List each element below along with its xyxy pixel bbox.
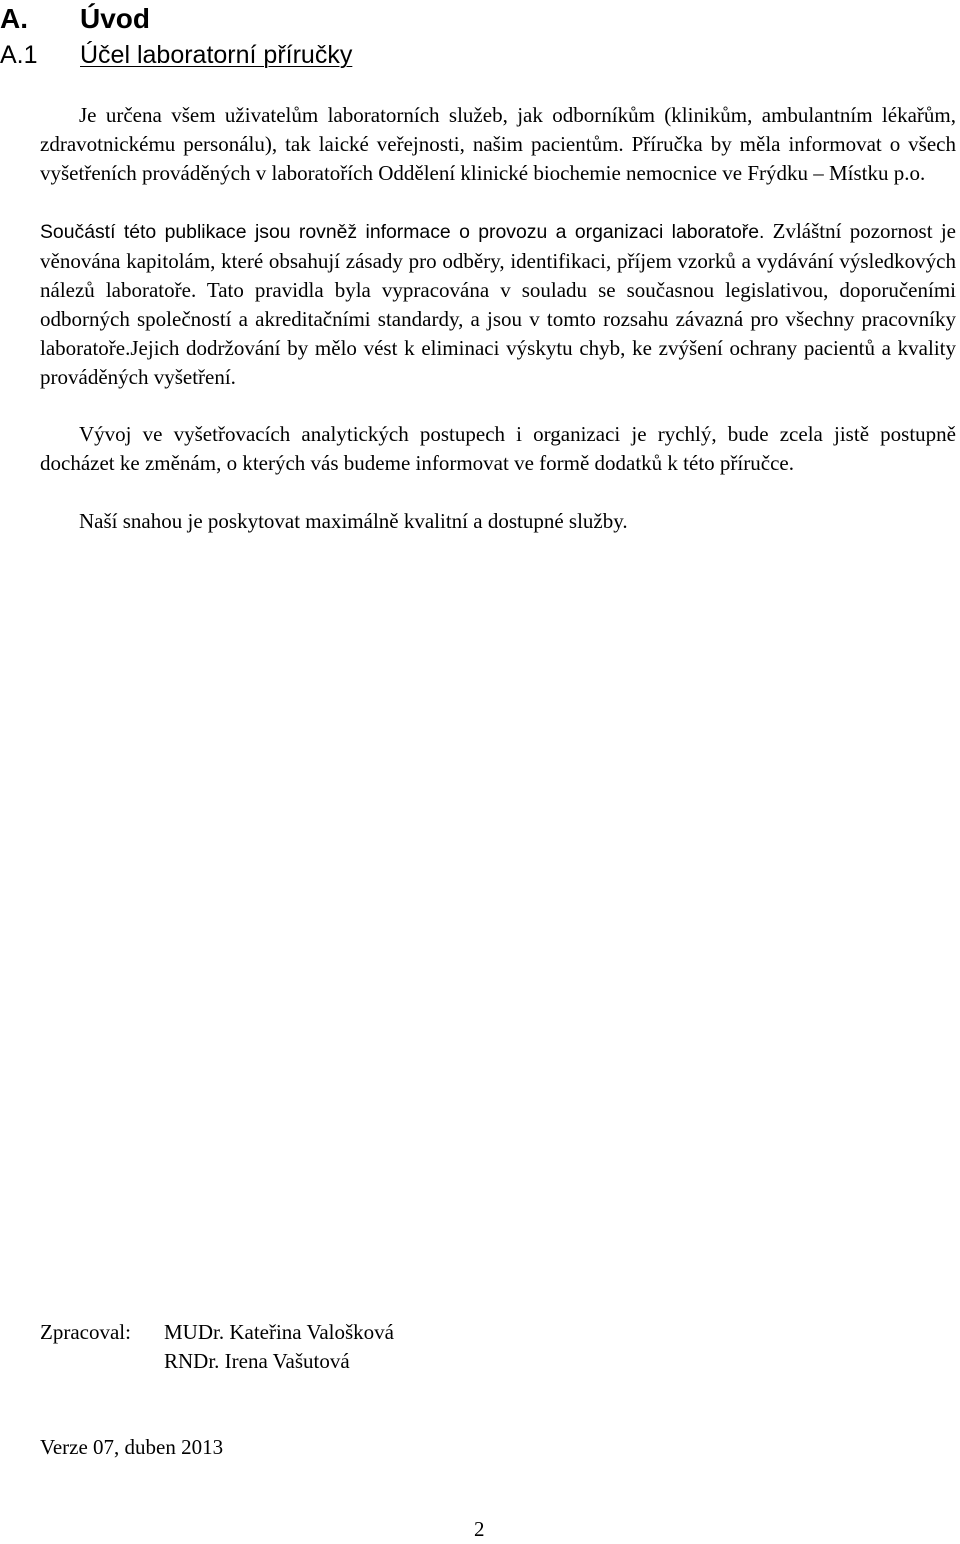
author-name: MUDr. Kateřina Valošková xyxy=(164,1320,394,1344)
paragraph-scope-body: Zvláštní pozornost je věnována kapitolám, které obsahují zásady pro odběry, identifikaci, příjem vzorků a vydávání výsledkových nálezů laboratoře. Tato pravidla byla vypracována v souladu se současnou legislativou, doporučeními odborných společností a akreditačními standardy, a jsou v tomto rozsahu závazná pro všechny pracovníky laboratoře.Jejich dodržování by mělo vést k eliminaci výskytu chyb, ke zvýšení ochrany pacientů a kvality prováděných vyšetření. xyxy=(40,219,956,389)
version-info: Verze 07, duben 2013 xyxy=(40,1435,224,1459)
paragraph-development: Vývoj ve vyšetřovacích analytických postupech i organizaci je rychlý, bude zcela jistě postupně docházet ke změnám, o kterých vás budeme informovat ve formě dodatků k této příručce. xyxy=(40,422,956,475)
section-number: A. xyxy=(0,3,28,34)
prepared-by-label: Zpracoval: xyxy=(40,1320,131,1344)
subsection-title: Účel laboratorní příručky xyxy=(80,41,353,69)
paragraph-scope xyxy=(40,217,956,392)
subsection-number: A.1 xyxy=(0,41,38,69)
paragraph-goal: Naší snahou je poskytovat maximálně kvalitní a dostupné služby. xyxy=(79,509,628,533)
page-number: 2 xyxy=(474,1517,485,1541)
section-title: Úvod xyxy=(80,3,150,34)
paragraph-scope-lead: Součástí této publikace jsou rovněž informace o provozu a organizaci laboratoře. xyxy=(40,221,765,243)
paragraph-intro: Je určena všem uživatelům laboratorních služeb, jak odborníkům (klinikům, ambulantním lékařům, zdravotnickému personálu), tak laické veřejnosti, našim pacientům. Příručka by měla informovat o všech vyšetřeních prováděných v laboratořích Oddělení klinické biochemie nemocnice ve Frýdku – Místku p.o. xyxy=(40,103,956,185)
author-name: RNDr. Irena Vašutová xyxy=(164,1349,350,1373)
